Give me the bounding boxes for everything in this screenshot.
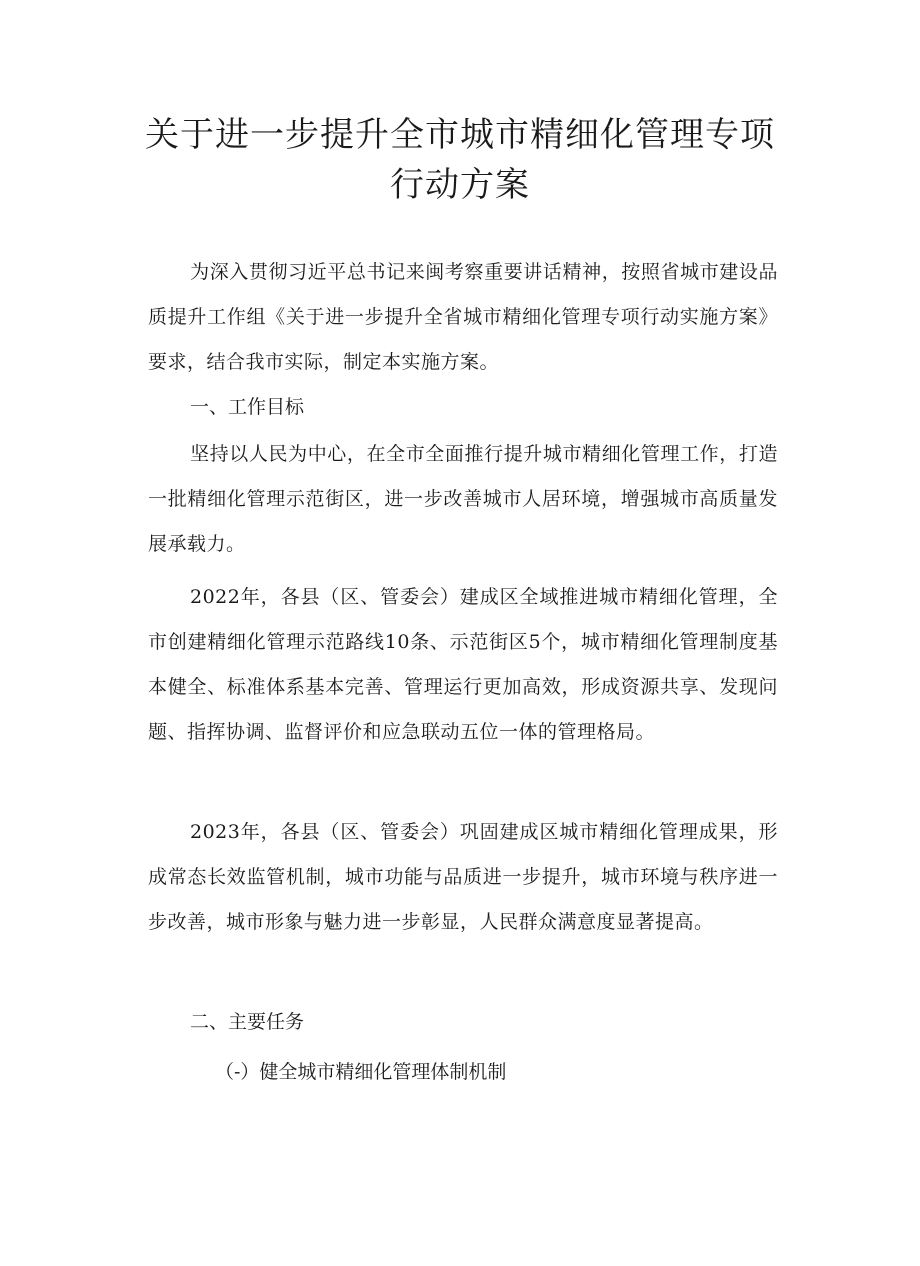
document-title-line-1: 关于进一步提升全市城市精细化管理专项 xyxy=(145,115,775,155)
section-2-heading: 二、主要任务 xyxy=(190,1011,305,1033)
section-1-heading: 一、工作目标 xyxy=(190,396,305,418)
section-1-paragraph-1 xyxy=(148,432,778,567)
section-1-paragraph-2 xyxy=(148,575,778,755)
intro-text: 为深入贯彻习近平总书记来闽考察重要讲话精神，按照省城市建设品质提升工作组《关于进一步提升全省城市精细化管理专项行动实施方案》要求，结合我市实际，制定本实施方案。 xyxy=(148,261,778,373)
document-title-line-2: 行动方案 xyxy=(390,165,530,205)
section-1-paragraph-3 xyxy=(148,810,778,945)
section-1-paragraph-1-text: 坚持以人民为中心，在全市全面推行提升城市精细化管理工作，打造一批精细化管理示范街区，进一步改善城市人居环境，增强城市高质量发展承载力。 xyxy=(148,443,778,555)
section-2-subheading-1: （-）健全城市精细化管理体制机制 xyxy=(215,1061,507,1083)
section-1-paragraph-2-text: 2022年，各县（区、管委会）建成区全域推进城市精细化管理，全市创建精细化管理示范路线10条、示范街区5个，城市精细化管理制度基本健全、标准体系基本完善、管理运行更加高效，形成资源共享、发现问题、指挥协调、监督评价和应急联动五位一体的管理格局。 xyxy=(148,586,778,743)
section-1-paragraph-3-text: 2023年，各县（区、管委会）巩固建成区城市精细化管理成果，形成常态长效监管机制，城市功能与品质进一步提升，城市环境与秩序进一步改善，城市形象与魅力进一步彰显，人民群众满意度显著提高。 xyxy=(148,821,778,933)
intro-paragraph xyxy=(148,250,778,385)
